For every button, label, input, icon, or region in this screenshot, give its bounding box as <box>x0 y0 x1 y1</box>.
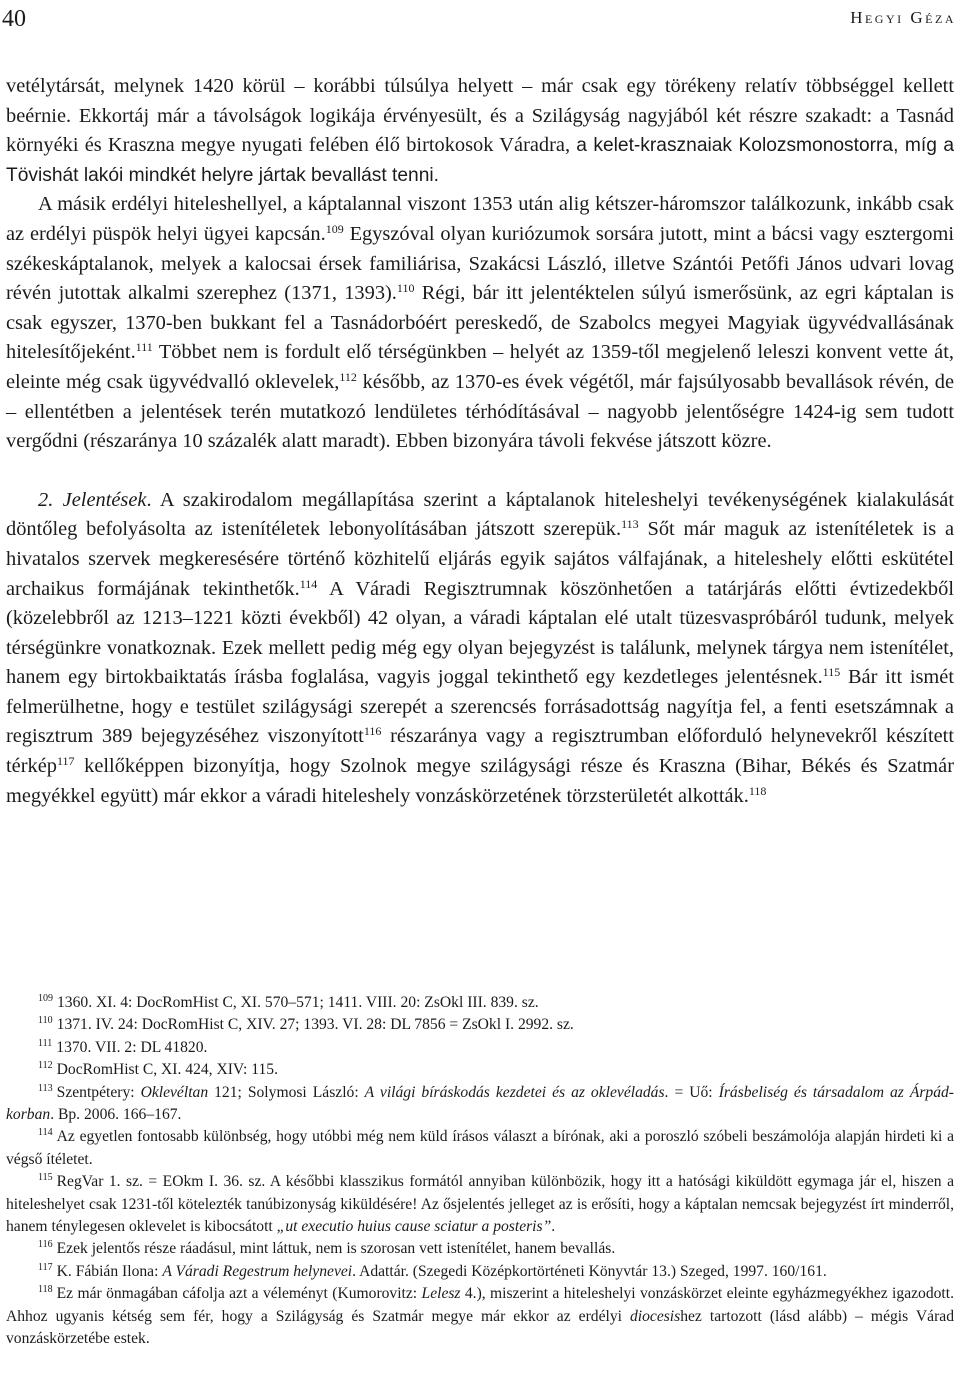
running-head: Hegyi Géza <box>850 8 956 27</box>
footnote <box>6 1261 954 1283</box>
text-run: . A szakirodalom megállapítása szerint a káptalanok hiteleshelyi tevékenységének kialakulását döntőleg befolyásolta az istenítéletek lebonyolításában játszott szerepük. <box>6 488 954 541</box>
footnote-ref[interactable]: 112 <box>339 369 357 384</box>
footnote-ref[interactable]: 117 <box>56 754 75 769</box>
footnote-ref[interactable]: 114 <box>299 576 318 591</box>
footnote <box>6 1283 954 1350</box>
footnote-number: 114 <box>38 1127 53 1139</box>
footnote-ref[interactable]: 110 <box>396 281 415 296</box>
footnote-term: diocesis <box>629 1307 681 1325</box>
footnote-text: hez tartozott (lásd alább) – mégis Várad vonzáskörzetébe estek. <box>6 1307 955 1348</box>
footnote-number: 109 <box>38 993 53 1004</box>
footnote-text: Az egyetlen fontosabb különbség, hogy utóbbi még nem küld írásos választ a bírónak, aki a poroszló szóbeli beszámolója alapján hirdeti ki a végső ítéletet. <box>6 1128 954 1168</box>
footnote-title: A Váradi Regestrum helynevei <box>162 1262 353 1280</box>
footnote <box>6 1037 954 1059</box>
footnote <box>6 992 954 1014</box>
text-run: később, az 1370-es évek végétől, már fajsúlyosabb bevallások révén, de – ellentétben a jelentések terén mutatkozó lendületes térhódításával – nagyobb jelentőségre 1424-ig sem tudott vergődni (részaránya 10 százalék alatt maradt). Ebben bizonyára távoli fekvése játszott közre. <box>6 370 954 453</box>
footnote-number: 117 <box>38 1261 53 1273</box>
footnote-number: 111 <box>38 1037 53 1049</box>
footnote-text: 4.), miszerint a hiteleshelyi vonzáskörzet eleinte egyházmegyékhez igazodott. Ahhoz ugyanis kétség sem fér, hogy a Szilágyság és Szatmár megye már ekkor az erdélyi <box>6 1285 954 1325</box>
footnote-number: 116 <box>38 1239 53 1251</box>
text-run: kellőképpen bizonyítja, hogy Szolnok megye szilágysági része és Kraszna (Bihar, Békés és Szatmár megyékkel együtt) már ekkor a váradi hiteleshely vonzáskörzetének törzsterületét alkották. <box>6 755 954 807</box>
text-run: Bár itt ismét felmerülhetne, hogy e testület szilágysági szerepét a szerencsés forrásadottság nagyítja fel, a fenti esetszámnak a regisztrum 389 bejegyzéséhez viszonyított <box>6 666 955 748</box>
text-run: a kelet-krasznaiak Kolozsmonostorra, míg a Tövishát lakói mindkét helyre jártak bevallást tenni. <box>6 135 954 186</box>
footnote-ref[interactable]: 113 <box>621 517 639 532</box>
footnote-text: 121; Solymosi László: <box>208 1083 365 1101</box>
footnote-text: 1371. IV. 24: DocRomHist C, XIV. 27; 1393. VI. 28: DL 7856 = ZsOkl I. 2992. sz. <box>56 1016 574 1034</box>
footnote-ref[interactable]: 115 <box>822 665 841 680</box>
footnote-ref[interactable]: 118 <box>748 783 767 798</box>
text-run: A másik erdélyi hiteleshellyel, a káptalannal viszont 1353 után alig kétszer-háromszor találkozunk, inkább csak az erdélyi püspök helyi ügyei kapcsán. <box>6 193 954 245</box>
main-text <box>6 72 954 811</box>
paragraph <box>6 72 954 190</box>
footnote-title: A világi bíráskodás kezdetei és az oklevéladás <box>364 1083 665 1101</box>
footnote-ref[interactable]: 116 <box>363 724 382 739</box>
footnote-text: K. Fábián Ilona: <box>56 1262 163 1280</box>
footnote <box>6 1238 954 1260</box>
footnote-text: . <box>551 1218 556 1236</box>
footnote-text: 1370. VII. 2: DL 41820. <box>56 1038 208 1056</box>
footnote-title: Oklevéltan <box>140 1083 209 1101</box>
paragraph <box>6 486 954 812</box>
footnote-text: 1360. XI. 4: DocRomHist C, XI. 570–571; 1411. VIII. 20: ZsOkl III. 839. sz. <box>57 994 539 1011</box>
footnote-title: Lelesz <box>421 1285 461 1303</box>
footnote-number: 112 <box>38 1060 53 1072</box>
footnote-text: . Bp. 2006. 166–167. <box>50 1106 182 1124</box>
footnote <box>6 1126 954 1171</box>
footnotes <box>6 992 954 1351</box>
page-number: 40 <box>2 6 26 32</box>
footnote-number: 113 <box>38 1082 53 1094</box>
text-run: Többet nem is fordult elő térségünkben – helyét az 1359-től megjelenő leleszi konvent vette át, eleinte még csak ügyvédvalló oklevelek, <box>6 341 954 393</box>
text-run: részaránya vagy a regisztrumban előforduló helynevekről készített térkép <box>6 725 954 778</box>
footnote-quote: „ut executio huius cause sciatur a posteris” <box>276 1218 552 1236</box>
footnote-text: Ezek jelentős része ráadásul, mint láttuk, nem is szorosan vett istenítélet, hanem bevallás. <box>56 1240 616 1258</box>
page-header <box>0 6 960 42</box>
text-run: Régi, bár itt jelentéktelen súlyú ismerősünk, az egri káptalan is csak egyszer, 1370-ben bukkant fel a Tasnádorbóért pereskedő, de Szabolcs megyei Magyiak ügyvédvallásának hitelesítőjeként. <box>6 282 954 364</box>
footnote-ref[interactable]: 109 <box>325 221 344 236</box>
text-run: Egyszóval olyan kuriózumok sorsára jutott, mint a bácsi vagy esztergomi székeskáptalanok, melyek a kalocsai érsek familiárisa, Szakácsi László, illetve Szántói Petőfi János udvari lovag révén jutottak alkalmi szerephez (1371, 1393). <box>6 222 954 305</box>
footnote-number: 110 <box>38 1015 53 1027</box>
footnote <box>6 1082 954 1127</box>
paragraph <box>6 190 954 456</box>
footnote <box>6 1171 954 1238</box>
footnote-number: 118 <box>38 1284 53 1296</box>
footnote-text: DocRomHist C, XI. 424, XIV: 115. <box>56 1061 278 1079</box>
footnote-text: Ez már önmagában cáfolja azt a véleményt (Kumorovitz: <box>56 1285 422 1303</box>
footnote <box>6 1059 954 1081</box>
footnote-ref[interactable]: 111 <box>135 340 153 355</box>
text-run: Sőt már maguk az istenítéletek is a hivatalos szervek megkeresésére történő közhitelű eljárás egyik sajátos válfajának, a hiteleshely előtti eskütétel archaikus formájának tekinthetők. <box>6 518 954 600</box>
footnote <box>6 1014 954 1036</box>
section-heading: 2. Jelentések <box>38 488 147 511</box>
footnote-text: . Adattár. (Szegedi Középkortörténeti Könyvtár 13.) Szeged, 1997. 160/161. <box>352 1262 827 1280</box>
footnote-text: . = Uő: <box>664 1083 719 1101</box>
text-run: A Váradi Regisztrumnak köszönhetően a tatárjárás előtti évtizedekből (közelebbről az 1213–1221 közti évekből) 42 olyan, a váradi káptalan elé utalt tüzesvaspróbáról tudunk, melyek térségünkre vonatkoznak. Ezek mellett pedig még egy olyan bejegyzést is találunk, melynek tárgya nem istenítélet, hanem egy birtokbaiktatás írásba foglalása, vagyis joggal tekinthető egy kezdetleges jelentésnek. <box>6 577 954 689</box>
footnote-number: 115 <box>38 1172 53 1184</box>
footnote-text: Szentpétery: <box>56 1083 141 1101</box>
footnote-title: Írásbeliség és társadalom az Árpád-korban <box>6 1083 954 1124</box>
footnote-text: RegVar 1. sz. = EOkm I. 36. sz. A későbbi klasszikus formától annyiban különbözik, hogy itt a hatósági kiküldött egymaga jár el, hiszen a hiteleshelyet csak 1231-től kötelezték tanúbizonyság kiküldésére! Az ősjelentés jelleget az is erősíti, hogy a káptalan nemcsak bejegyzést írt minderről, hanem ténylegesen oklevelet is kibocsátott <box>6 1173 954 1236</box>
text-run: vetélytársát, melynek 1420 körül – korábbi túlsúlya helyett – már csak egy törékeny relatív többséggel kellett beérnie. Ekkortáj már a távolságok logikája érvényesült, és a Szilágyság nagyjából két részre szakadt: a Tasnád környéki és Kraszna megye nyugati felében élő birtokosok Váradra, <box>6 75 954 157</box>
